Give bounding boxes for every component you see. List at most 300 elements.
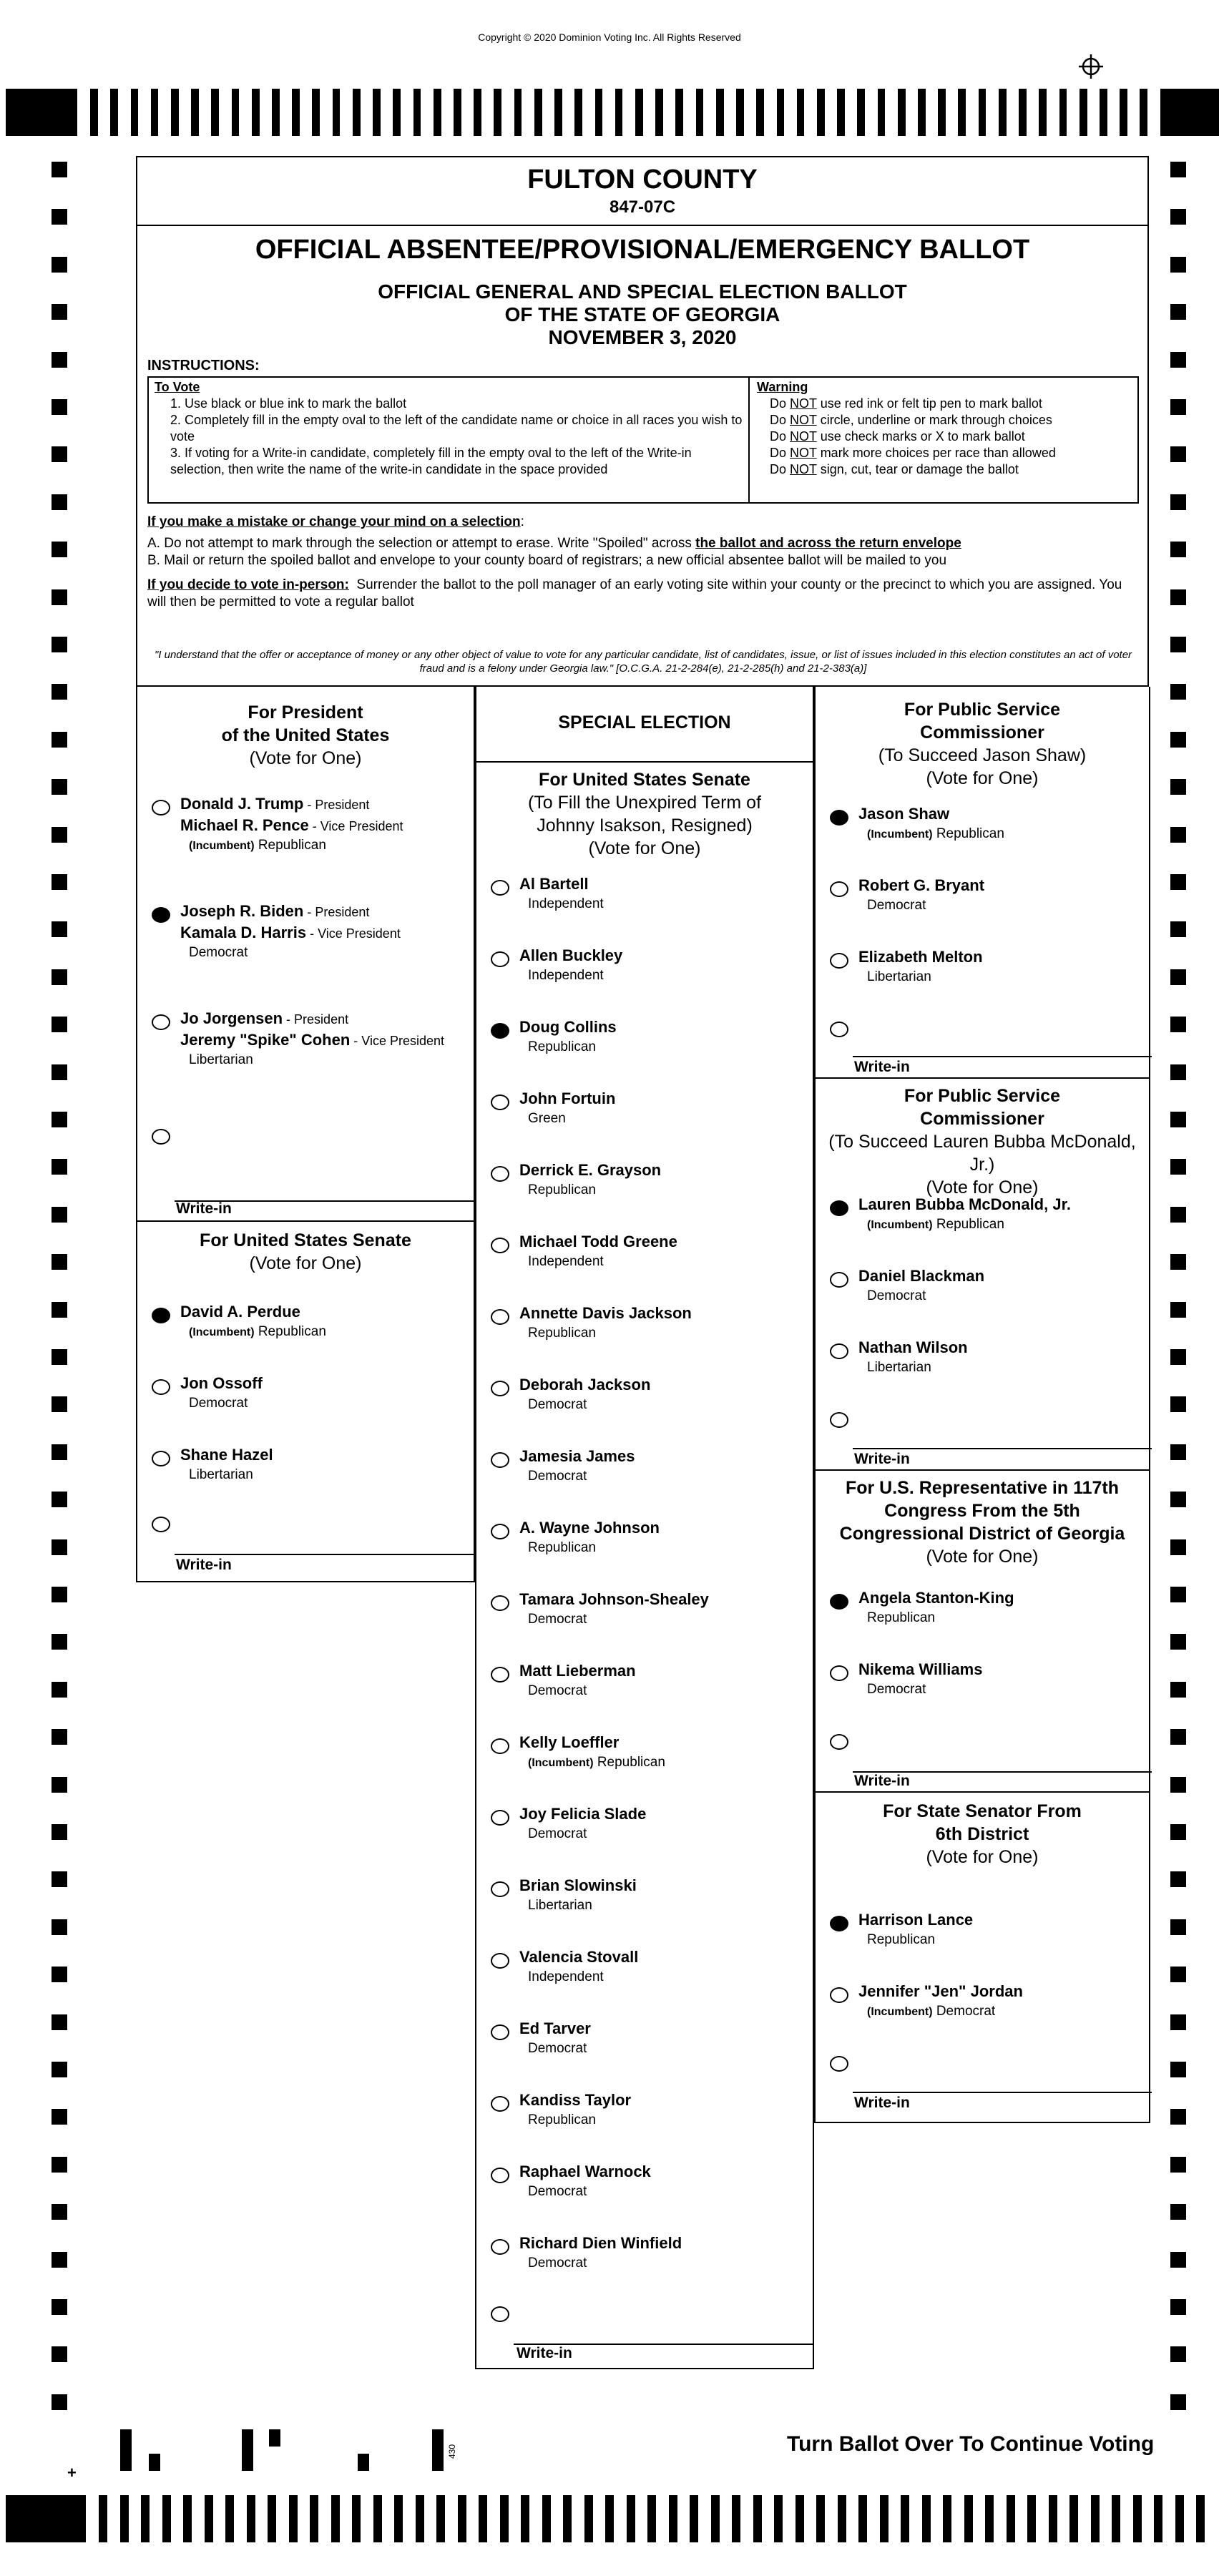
timing-bar bbox=[1091, 2495, 1100, 2542]
timing-bar bbox=[252, 89, 260, 136]
timing-bar bbox=[880, 2495, 888, 2542]
psc2-sub1: (To Succeed Lauren Bubba McDonald, Jr.) bbox=[828, 1132, 1136, 1175]
special-candidate-oval[interactable] bbox=[491, 2239, 509, 2255]
timing-bar bbox=[534, 89, 542, 136]
president-writein-label: Write-in bbox=[176, 1200, 232, 1217]
psc1-vote-for: (Vote for One) bbox=[926, 768, 1039, 788]
timing-bar bbox=[627, 2495, 635, 2542]
right-timing-mark bbox=[1170, 257, 1186, 273]
house-head-line3: Congressional District of Georgia bbox=[839, 1524, 1125, 1544]
special-candidate-oval[interactable] bbox=[491, 1023, 509, 1039]
special-candidate-oval[interactable] bbox=[491, 1667, 509, 1683]
special-candidate-oval[interactable] bbox=[491, 1953, 509, 1969]
special-candidate-name: A. Wayne Johnson bbox=[519, 1519, 660, 1537]
special-candidate-party: Democrat bbox=[528, 1469, 587, 1484]
timing-bar bbox=[1019, 89, 1027, 136]
right-timing-mark bbox=[1170, 1112, 1186, 1127]
left-timing-mark bbox=[52, 494, 67, 510]
special-candidate-name: Michael Todd Greene bbox=[519, 1233, 677, 1250]
election-line-1: OFFICIAL GENERAL AND SPECIAL ELECTION BALLOT bbox=[378, 280, 907, 303]
left-timing-mark bbox=[52, 684, 67, 700]
special-candidate-party: Democrat bbox=[528, 1612, 587, 1627]
left-timing-mark bbox=[52, 446, 67, 462]
timing-bar bbox=[958, 89, 966, 136]
psc1-candidate-party: Democrat bbox=[867, 898, 926, 913]
right-timing-mark bbox=[1170, 1634, 1186, 1650]
right-timing-mark bbox=[1170, 1444, 1186, 1460]
president-candidate-name: Jo Jorgensen - President bbox=[180, 1009, 349, 1027]
right-timing-mark bbox=[1170, 2062, 1186, 2077]
timing-bar bbox=[393, 89, 401, 136]
senate-regular-writein-oval[interactable] bbox=[152, 1517, 170, 1532]
house-writein-oval[interactable] bbox=[830, 1734, 848, 1750]
timing-bar bbox=[878, 89, 886, 136]
president-heading bbox=[137, 701, 474, 770]
timing-bar bbox=[542, 2495, 551, 2542]
senate-regular-candidate-oval[interactable] bbox=[152, 1308, 170, 1323]
timing-bar bbox=[675, 89, 683, 136]
timing-bar bbox=[90, 89, 98, 136]
timing-bar bbox=[110, 89, 118, 136]
to-vote-section bbox=[149, 378, 750, 502]
timing-bar bbox=[584, 2495, 593, 2542]
house-candidate-name: Nikema Williams bbox=[858, 1660, 983, 1678]
left-timing-mark bbox=[52, 1539, 67, 1555]
left-timing-mark bbox=[52, 2299, 67, 2315]
psc2-candidate-name: Nathan Wilson bbox=[858, 1338, 968, 1356]
left-timing-mark bbox=[52, 2346, 67, 2362]
president-candidate-party: Democrat bbox=[189, 945, 248, 960]
psc1-sub1: (To Succeed Jason Shaw) bbox=[878, 745, 1087, 765]
special-election-banner bbox=[476, 711, 813, 734]
psc1-candidate-oval[interactable] bbox=[830, 881, 848, 897]
timing-bar bbox=[1080, 89, 1087, 136]
psc2-candidate-party: Libertarian bbox=[867, 1360, 931, 1375]
right-timing-mark bbox=[1170, 2109, 1186, 2125]
left-timing-mark bbox=[52, 1634, 67, 1650]
psc1-heading bbox=[816, 698, 1149, 790]
timing-bar bbox=[858, 2495, 867, 2542]
left-timing-mark bbox=[52, 1444, 67, 1460]
timing-bar bbox=[838, 2495, 846, 2542]
special-head: For United States Senate bbox=[539, 770, 750, 790]
statesen-candidate-party: Republican bbox=[867, 1932, 936, 1947]
timing-bar bbox=[373, 2495, 382, 2542]
timing-bar bbox=[1100, 89, 1107, 136]
senate-regular-writein-line[interactable] bbox=[175, 1554, 475, 1555]
warning-heading: Warning bbox=[757, 380, 808, 394]
timing-bar bbox=[647, 2495, 656, 2542]
psc1-writein-oval[interactable] bbox=[830, 1022, 848, 1037]
president-candidate-vp-name: Michael R. Pence - Vice President bbox=[180, 816, 403, 834]
left-timing-mark bbox=[52, 1729, 67, 1745]
psc1-candidate-name: Jason Shaw bbox=[858, 805, 950, 823]
left-timing-mark bbox=[52, 542, 67, 557]
right-timing-mark bbox=[1170, 1729, 1186, 1745]
house-head-line1: For U.S. Representative in 117th bbox=[845, 1478, 1120, 1498]
psc1-head-line1: For Public Service bbox=[904, 700, 1061, 720]
warning-text: use red ink or felt tip pen to mark ballot bbox=[816, 396, 1042, 411]
right-timing-mark bbox=[1170, 542, 1186, 557]
left-timing-mark bbox=[52, 732, 67, 748]
timing-bar bbox=[141, 2495, 150, 2542]
right-timing-mark bbox=[1170, 2014, 1186, 2030]
warning-prefix: Do bbox=[770, 429, 790, 444]
special-candidate-oval[interactable] bbox=[491, 1738, 509, 1754]
timing-bar bbox=[574, 89, 582, 136]
special-candidate-name: Kandiss Taylor bbox=[519, 2091, 632, 2109]
timing-bar bbox=[211, 89, 219, 136]
special-candidate-oval[interactable] bbox=[491, 880, 509, 896]
election-date: NOVEMBER 3, 2020 bbox=[548, 326, 737, 348]
special-candidate-party: Libertarian bbox=[528, 1898, 592, 1913]
timing-bar bbox=[225, 2495, 234, 2542]
timing-bar bbox=[615, 89, 623, 136]
psc2-writein-line[interactable] bbox=[853, 1448, 1152, 1449]
statesen-writein-label: Write-in bbox=[854, 2095, 910, 2111]
special-candidate-name: Allen Buckley bbox=[519, 946, 623, 964]
plus-mark: + bbox=[67, 2464, 77, 2482]
psc2-writein-oval[interactable] bbox=[830, 1412, 848, 1428]
special-banner-text: SPECIAL ELECTION bbox=[558, 712, 731, 733]
special-candidate-oval[interactable] bbox=[491, 1452, 509, 1468]
president-candidate-oval[interactable] bbox=[152, 907, 170, 923]
timing-bar bbox=[817, 89, 825, 136]
president-candidate-party: (Incumbent) Republican bbox=[189, 838, 326, 853]
special-candidate-party: Democrat bbox=[528, 1683, 587, 1698]
timing-bar bbox=[521, 2495, 529, 2542]
timing-bar bbox=[943, 2495, 951, 2542]
left-timing-mark bbox=[52, 2014, 67, 2030]
psc1-writein-label: Write-in bbox=[854, 1059, 910, 1075]
house-candidate-oval[interactable] bbox=[830, 1594, 848, 1610]
warning-item bbox=[757, 461, 1132, 478]
statesen-writein-oval[interactable] bbox=[830, 2056, 848, 2072]
right-timing-mark bbox=[1170, 162, 1186, 177]
instruction-step-1: 1. Use black or blue ink to mark the ballot bbox=[170, 396, 407, 411]
timing-bar bbox=[171, 89, 179, 136]
warning-text: sign, cut, tear or damage the ballot bbox=[816, 462, 1019, 476]
house-head-line2: Congress From the 5th bbox=[884, 1501, 1080, 1521]
timing-bar bbox=[131, 89, 139, 136]
left-timing-mark bbox=[52, 921, 67, 937]
timing-bar bbox=[964, 2495, 973, 2542]
timing-bar bbox=[353, 89, 361, 136]
footer-code: 430 bbox=[447, 2444, 458, 2459]
code-bar bbox=[149, 2454, 160, 2471]
statesen-writein-line[interactable] bbox=[853, 2092, 1152, 2093]
house-candidate-name: Angela Stanton-King bbox=[858, 1589, 1014, 1607]
timing-track-top bbox=[0, 89, 1219, 136]
president-candidate-party: Libertarian bbox=[189, 1052, 253, 1067]
warning-not: NOT bbox=[790, 446, 817, 460]
timing-bar bbox=[120, 2495, 129, 2542]
warning-not: NOT bbox=[790, 396, 817, 411]
special-candidate-oval[interactable] bbox=[491, 951, 509, 967]
special-candidate-party: Democrat bbox=[528, 1826, 587, 1841]
right-timing-mark bbox=[1170, 2299, 1186, 2315]
timing-bar bbox=[1059, 89, 1067, 136]
special-senate-heading bbox=[476, 768, 813, 860]
special-candidate-oval[interactable] bbox=[491, 1595, 509, 1611]
code-bar bbox=[120, 2429, 132, 2471]
psc2-candidate-oval[interactable] bbox=[830, 1272, 848, 1288]
timing-bar bbox=[331, 2495, 340, 2542]
special-candidate-oval[interactable] bbox=[491, 1881, 509, 1897]
right-timing-mark bbox=[1170, 2394, 1186, 2410]
statesen-candidate-oval[interactable] bbox=[830, 1916, 848, 1931]
special-candidate-name: Derrick E. Grayson bbox=[519, 1161, 662, 1179]
special-candidate-oval[interactable] bbox=[491, 2168, 509, 2183]
special-candidate-party: Republican bbox=[528, 1326, 597, 1341]
right-timing-mark bbox=[1170, 1254, 1186, 1270]
statesen-candidate-oval[interactable] bbox=[830, 1987, 848, 2003]
right-timing-mark bbox=[1170, 684, 1186, 700]
special-writein-oval[interactable] bbox=[491, 2306, 509, 2322]
instruction-step-3: 3. If voting for a Write-in candidate, completely fill in the empty oval to the left of the Write-in selection, then write the name of the write-in candidate in the space provided bbox=[170, 446, 692, 476]
president-candidate-vp-name: Jeremy "Spike" Cohen - Vice President bbox=[180, 1031, 445, 1049]
timing-bar bbox=[999, 89, 1007, 136]
president-writein-oval[interactable] bbox=[152, 1129, 170, 1145]
instructions-label: INSTRUCTIONS: bbox=[147, 358, 260, 373]
race-divider bbox=[816, 1469, 1149, 1471]
warning-prefix: Do bbox=[770, 396, 790, 411]
timing-bar bbox=[289, 2495, 298, 2542]
statesen-head-line2: 6th District bbox=[935, 1824, 1029, 1844]
right-timing-mark bbox=[1170, 1539, 1186, 1555]
timing-bar bbox=[979, 89, 987, 136]
warning-item bbox=[757, 445, 1132, 461]
psc1-candidate-oval[interactable] bbox=[830, 810, 848, 826]
special-candidate-name: Kelly Loeffler bbox=[519, 1733, 620, 1751]
left-timing-mark bbox=[52, 1824, 67, 1840]
timing-bar bbox=[711, 2495, 720, 2542]
psc2-candidate-oval[interactable] bbox=[830, 1200, 848, 1216]
timing-bar bbox=[247, 2495, 255, 2542]
special-candidate-party: Democrat bbox=[528, 1397, 587, 1412]
special-candidate-oval[interactable] bbox=[491, 1524, 509, 1539]
timing-bar bbox=[696, 89, 704, 136]
special-candidate-name: John Fortuin bbox=[519, 1089, 616, 1107]
timing-bar bbox=[554, 89, 562, 136]
right-timing-mark bbox=[1170, 1017, 1186, 1032]
timing-bar bbox=[183, 2495, 192, 2542]
timing-bar bbox=[268, 2495, 276, 2542]
left-timing-mark bbox=[52, 2157, 67, 2173]
psc2-candidate-oval[interactable] bbox=[830, 1343, 848, 1359]
timing-bar bbox=[191, 89, 199, 136]
column-1 bbox=[136, 687, 475, 1582]
special-sub1: (To Fill the Unexpired Term of bbox=[527, 793, 762, 813]
timing-bar bbox=[232, 89, 240, 136]
left-timing-mark bbox=[52, 1349, 67, 1365]
president-candidate-name: Joseph R. Biden - President bbox=[180, 902, 370, 920]
timing-bar bbox=[1120, 89, 1127, 136]
timing-bar bbox=[595, 89, 603, 136]
timing-bar bbox=[514, 89, 522, 136]
senate-regular-candidate-oval[interactable] bbox=[152, 1451, 170, 1466]
right-timing-mark bbox=[1170, 1871, 1186, 1887]
warning-prefix: Do bbox=[770, 446, 790, 460]
timing-bar bbox=[312, 89, 320, 136]
timing-bar bbox=[272, 89, 280, 136]
right-timing-mark bbox=[1170, 1396, 1186, 1412]
timing-bar bbox=[635, 89, 643, 136]
timing-bar bbox=[352, 2495, 361, 2542]
timing-bar bbox=[416, 2495, 424, 2542]
right-timing-mark bbox=[1170, 1919, 1186, 1935]
warning-item bbox=[757, 396, 1132, 412]
special-candidate-oval[interactable] bbox=[491, 2096, 509, 2112]
right-timing-mark bbox=[1170, 2346, 1186, 2362]
left-timing-mark bbox=[52, 2252, 67, 2268]
special-sub2: Johnny Isakson, Resigned) bbox=[537, 816, 753, 836]
election-title bbox=[137, 280, 1147, 349]
right-timing-mark bbox=[1170, 1967, 1186, 1982]
right-timing-mark bbox=[1170, 1824, 1186, 1840]
timing-bar bbox=[162, 2495, 171, 2542]
special-candidate-name: Valencia Stovall bbox=[519, 1948, 639, 1966]
psc2-vote-for: (Vote for One) bbox=[926, 1177, 1039, 1198]
warning-not: NOT bbox=[790, 413, 817, 427]
right-timing-mark bbox=[1170, 874, 1186, 890]
special-candidate-name: Al Bartell bbox=[519, 875, 589, 893]
special-candidate-oval[interactable] bbox=[491, 1309, 509, 1325]
statesen-candidate-party: (Incumbent) Democrat bbox=[867, 2004, 996, 2019]
psc1-writein-line[interactable] bbox=[853, 1056, 1152, 1057]
right-timing-mark bbox=[1170, 589, 1186, 605]
code-bar bbox=[242, 2429, 253, 2471]
special-candidate-name: Raphael Warnock bbox=[519, 2163, 651, 2180]
timing-bar bbox=[1039, 89, 1047, 136]
timing-bar bbox=[436, 2495, 445, 2542]
timing-bar bbox=[837, 89, 845, 136]
house-candidate-party: Republican bbox=[867, 1610, 936, 1625]
psc1-head-line2: Commissioner bbox=[920, 723, 1044, 743]
psc1-candidate-name: Robert G. Bryant bbox=[858, 876, 985, 894]
timing-bar bbox=[732, 2495, 740, 2542]
special-candidate-party: Republican bbox=[528, 1540, 597, 1555]
registration-target-icon bbox=[1079, 54, 1103, 79]
right-timing-mark bbox=[1170, 1207, 1186, 1223]
race-divider bbox=[816, 1791, 1149, 1793]
president-candidate-oval[interactable] bbox=[152, 800, 170, 816]
warning-item bbox=[757, 428, 1132, 445]
turn-ballot-over: Turn Ballot Over To Continue Voting bbox=[787, 2432, 1155, 2456]
left-timing-mark bbox=[52, 399, 67, 415]
right-timing-mark bbox=[1170, 969, 1186, 985]
timing-block-large bbox=[1160, 89, 1219, 136]
right-timing-mark bbox=[1170, 2157, 1186, 2173]
timing-bar bbox=[1007, 2495, 1015, 2542]
left-timing-mark bbox=[52, 1112, 67, 1127]
special-candidate-party: Independent bbox=[528, 1969, 604, 1984]
right-timing-mark bbox=[1170, 637, 1186, 652]
ballot-header bbox=[136, 156, 1149, 687]
left-timing-mark bbox=[52, 257, 67, 273]
timing-bar bbox=[494, 89, 501, 136]
timing-bar bbox=[716, 89, 724, 136]
left-timing-mark bbox=[52, 1967, 67, 1982]
timing-bar bbox=[394, 2495, 403, 2542]
psc1-candidate-oval[interactable] bbox=[830, 953, 848, 969]
senate-regular-candidate-party: (Incumbent) Republican bbox=[189, 1324, 326, 1339]
special-candidate-oval[interactable] bbox=[491, 1094, 509, 1110]
statesen-heading bbox=[816, 1800, 1149, 1869]
senate-regular-heading bbox=[137, 1229, 474, 1275]
special-candidate-name: Brian Slowinski bbox=[519, 1876, 637, 1894]
timing-bar bbox=[901, 2495, 909, 2542]
psc1-candidate-party: Libertarian bbox=[867, 969, 931, 984]
timing-bar bbox=[857, 89, 865, 136]
special-candidate-party: Republican bbox=[528, 1039, 597, 1054]
left-timing-mark bbox=[52, 352, 67, 368]
timing-bar bbox=[333, 89, 341, 136]
timing-bar bbox=[454, 89, 461, 136]
left-timing-mark bbox=[52, 1159, 67, 1175]
senate-regular-candidate-oval[interactable] bbox=[152, 1379, 170, 1395]
special-candidate-name: Ed Tarver bbox=[519, 2019, 591, 2037]
special-candidate-oval[interactable] bbox=[491, 1166, 509, 1182]
header-divider bbox=[137, 225, 1147, 226]
timing-bar bbox=[1175, 2495, 1184, 2542]
special-candidate-oval[interactable] bbox=[491, 1810, 509, 1826]
right-timing-mark bbox=[1170, 1777, 1186, 1793]
house-writein-label: Write-in bbox=[854, 1773, 910, 1789]
special-candidate-oval[interactable] bbox=[491, 2024, 509, 2040]
warning-item bbox=[757, 412, 1132, 428]
left-timing-mark bbox=[52, 1492, 67, 1507]
timing-bar bbox=[99, 2495, 107, 2542]
county-title: FULTON COUNTY bbox=[527, 165, 758, 195]
left-timing-mark bbox=[52, 2204, 67, 2220]
race-divider bbox=[476, 761, 813, 763]
president-candidate-oval[interactable] bbox=[152, 1014, 170, 1030]
timing-bar bbox=[1154, 2495, 1162, 2542]
right-timing-mark bbox=[1170, 779, 1186, 795]
right-timing-mark bbox=[1170, 921, 1186, 937]
psc2-head-line1: For Public Service bbox=[904, 1086, 1061, 1106]
special-candidate-party: Democrat bbox=[528, 2256, 587, 2271]
right-timing-mark bbox=[1170, 1587, 1186, 1602]
timing-bar bbox=[797, 89, 805, 136]
house-candidate-oval[interactable] bbox=[830, 1665, 848, 1681]
timing-bar bbox=[1133, 2495, 1142, 2542]
right-timing-mark bbox=[1170, 2252, 1186, 2268]
timing-track-bottom bbox=[0, 2495, 1219, 2542]
election-line-2: OF THE STATE OF GEORGIA bbox=[504, 303, 780, 325]
column-3 bbox=[814, 687, 1150, 2123]
in-person-text: Surrender the ballot to the poll manager of an early voting site within your county or the precinct to which you are assigned. You will then be permitted to vote a regular ballot bbox=[147, 577, 1122, 609]
mistake-section: If you make a mistake or change your mind on a selection: A. Do not attempt to mark through the selection or attempt to erase. Write "Spoiled" across the ballot and across the return envelope B. Mail or return the spoiled ballot and envelope to your county board of registrars; a new official absentee ballot will be mailed to you If you decide to vote in-person: Surrender the ballot to the poll manager of an early voting site within your county or the precinct to which you are assigned. You will then be permitted to vote a regular ballot bbox=[147, 514, 1139, 611]
timing-bar bbox=[922, 2495, 931, 2542]
column-2 bbox=[475, 687, 814, 2369]
left-timing-mark bbox=[52, 1396, 67, 1412]
warning-text: circle, underline or mark through choices bbox=[816, 413, 1052, 427]
left-timing-mark bbox=[52, 1017, 67, 1032]
timing-bar bbox=[1049, 2495, 1057, 2542]
timing-bar bbox=[413, 89, 421, 136]
timing-bar bbox=[458, 2495, 466, 2542]
special-candidate-oval[interactable] bbox=[491, 1238, 509, 1253]
special-candidate-oval[interactable] bbox=[491, 1381, 509, 1396]
psc2-candidate-name: Daniel Blackman bbox=[858, 1267, 985, 1285]
left-timing-mark bbox=[52, 209, 67, 225]
timing-bar bbox=[795, 2495, 804, 2542]
right-timing-mark bbox=[1170, 827, 1186, 843]
left-timing-mark bbox=[52, 1871, 67, 1887]
house-vote-for: (Vote for One) bbox=[926, 1547, 1039, 1567]
